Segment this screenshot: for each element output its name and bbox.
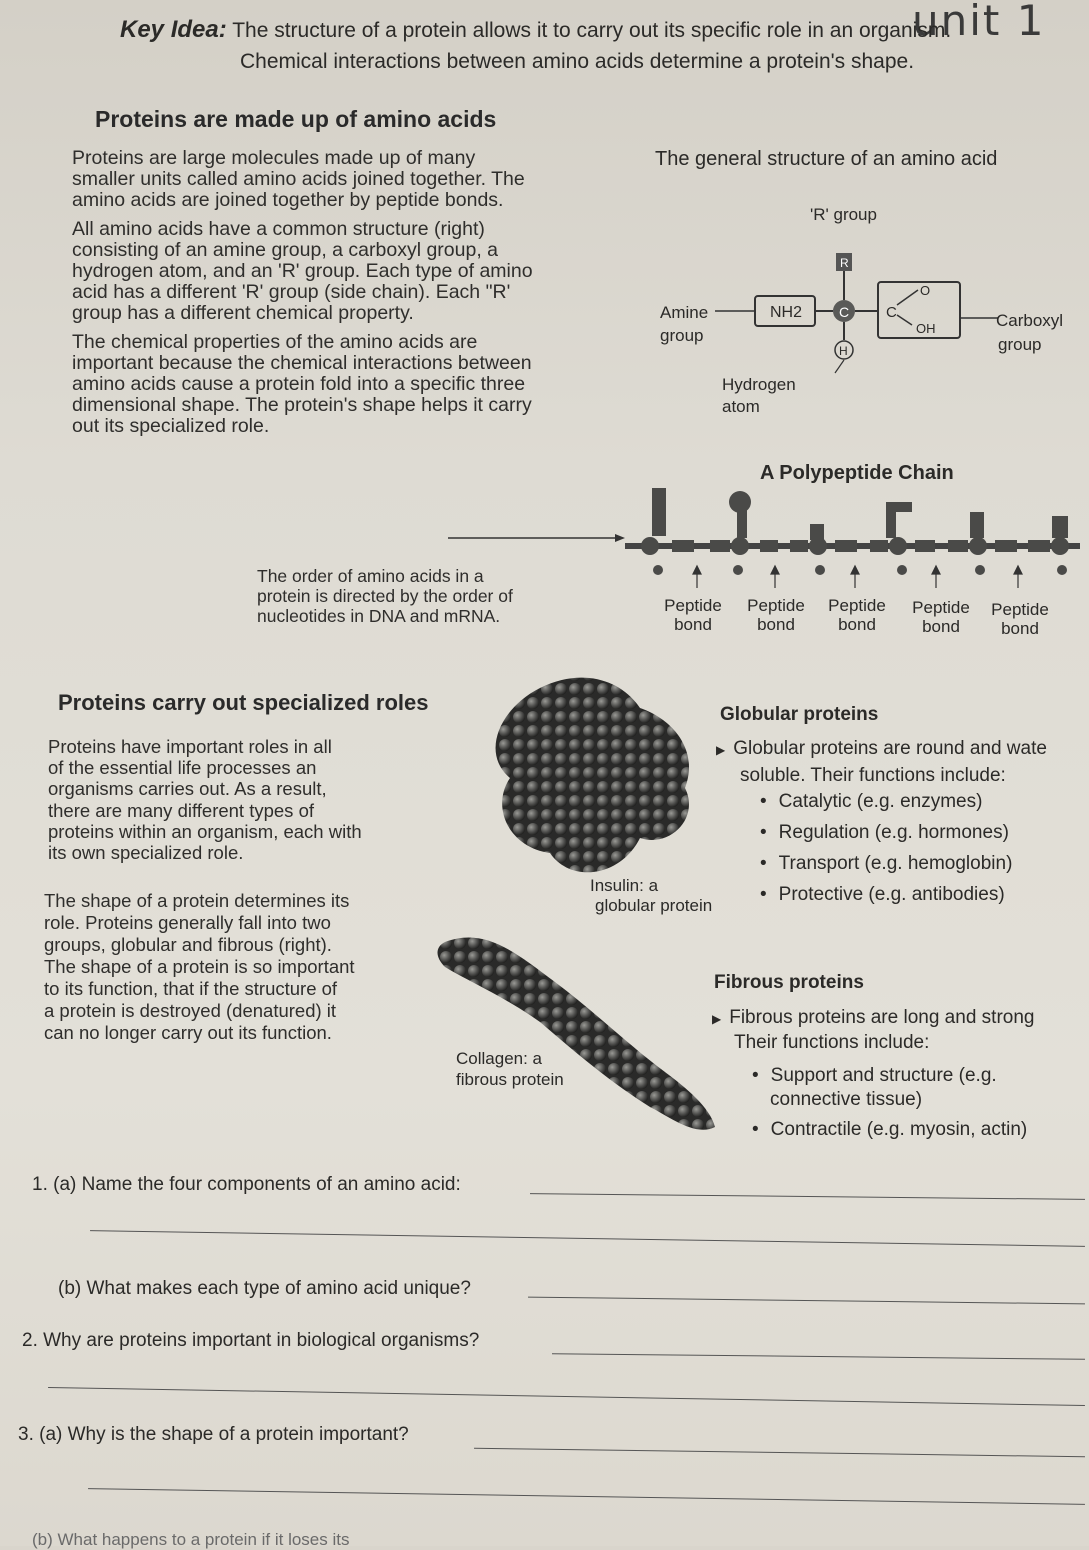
chain-node: [889, 537, 907, 555]
nh2-label: NH2: [770, 304, 803, 321]
insulin-caption: Insulin: a globular protein: [590, 876, 713, 915]
handwritten-unit-label: unit 1: [912, 0, 1046, 45]
chain-node: [969, 537, 987, 555]
key-idea-label: Key Idea:: [120, 16, 227, 43]
c-central-label: C: [839, 304, 850, 320]
chain-link: [870, 540, 888, 552]
insulin-globular-protein-image: [470, 668, 720, 898]
collagen-fibrous-protein-image: [425, 922, 725, 1142]
chain-node: [975, 565, 985, 575]
answer-line[interactable]: [88, 1488, 1085, 1505]
r-label: R: [840, 256, 849, 270]
section-heading-amino-acids: Proteins are made up of amino acids: [95, 106, 497, 132]
chain-link: [835, 540, 857, 552]
chain-node: [731, 537, 749, 555]
chain-link: [760, 540, 778, 552]
chain-link: [1028, 540, 1050, 552]
chain-link: [790, 540, 808, 552]
h-label: H: [839, 344, 848, 358]
fibrous-intro: ▶ Fibrous proteins are long and strong Their functions include:: [712, 1007, 1035, 1053]
fibrous-item: connective tissue): [770, 1089, 923, 1110]
globular-function-list: [760, 786, 1012, 910]
answer-line[interactable]: [552, 1353, 1085, 1360]
side-chain: [729, 491, 751, 513]
amine-label-1: Amine: [660, 303, 709, 322]
polypeptide-order-text: The order of amino acids in a protein is directed by the order of nucleotides in DNA and mRNA.: [257, 566, 513, 626]
key-idea-line2: Chemical interactions between amino acids determine a protein's shape.: [240, 50, 915, 73]
c-carboxyl-label: C: [886, 304, 897, 321]
answer-line[interactable]: [530, 1193, 1085, 1200]
peptide-bond-label-5: Peptide bond: [991, 600, 1049, 638]
chain-link: [710, 540, 730, 552]
question-3b-partial: (b) What happens to a protein if it loses its: [32, 1530, 350, 1549]
hydrogen-label-1: Hydrogen: [722, 375, 796, 394]
key-idea-line1: The structure of a protein allows it to carry out its specific role in an organism.: [232, 19, 952, 42]
chain-node: [897, 565, 907, 575]
answer-line[interactable]: [528, 1297, 1085, 1305]
side-chain: [1052, 516, 1068, 538]
chain-node: [1057, 565, 1067, 575]
fibrous-heading: Fibrous proteins: [714, 972, 864, 993]
collagen-strand: [438, 938, 716, 1130]
globular-item: • Catalytic (e.g. enzymes): [760, 786, 1012, 817]
carboxyl-label-2: group: [998, 335, 1042, 354]
peptide-bond-label-4: Peptide bond: [912, 598, 970, 636]
carboxyl-label-1: Carboxyl: [996, 311, 1064, 330]
amine-label-2: group: [660, 326, 704, 345]
section2-text-2: The shape of a protein determines its role. Proteins generally fall into two groups, globular and fibrous (right). The shape of a protein is so important to its function, that if the structure of a protein is destroyed (denatured) it can no longer carry out its function.: [44, 890, 355, 1043]
chain-link: [995, 540, 1017, 552]
chain-node: [1051, 537, 1069, 555]
globular-item: • Transport (e.g. hemoglobin): [760, 848, 1012, 879]
hydrogen-label-2: atom: [722, 397, 760, 416]
amino-diagram-title: The general structure of an amino acid: [655, 148, 998, 170]
chain-node: [733, 565, 743, 575]
side-chain: [970, 512, 984, 538]
chain-node: [641, 537, 659, 555]
peptide-bond-label-3: Peptide bond: [828, 596, 886, 634]
fibrous-item: • Contractile (e.g. myosin, actin): [752, 1119, 1028, 1140]
chain-link: [915, 540, 935, 552]
chain-link: [672, 540, 694, 552]
section2-text-1: Proteins have important roles in all of the essential life processes an organisms carries out. As a result, there are many different types of proteins within an organism, each with its own specialized role.: [48, 736, 362, 864]
section-heading-specialized-roles: Proteins carry out specialized roles: [58, 690, 429, 715]
peptide-bond-label-2: Peptide bond: [747, 596, 805, 634]
collagen-caption: Collagen: a fibrous protein: [456, 1049, 564, 1089]
side-chain: [886, 502, 896, 538]
globular-intro: ▶ Globular proteins are round and wate soluble. Their functions include:: [716, 738, 1047, 786]
globular-item: • Protective (e.g. antibodies): [760, 879, 1012, 910]
answer-line[interactable]: [474, 1448, 1085, 1458]
r-group-label: 'R' group: [810, 205, 877, 224]
answer-line[interactable]: [48, 1387, 1085, 1406]
side-chain: [652, 488, 666, 536]
question-2: 2. Why are proteins important in biological organisms?: [22, 1330, 480, 1351]
peptide-bond-label-1: Peptide bond: [664, 596, 722, 634]
o-label: O: [920, 283, 931, 298]
answer-line[interactable]: [90, 1230, 1085, 1247]
question-1a: 1. (a) Name the four components of an amino acid:: [32, 1174, 461, 1195]
key-idea: [120, 18, 1020, 42]
section1-text: Proteins are large molecules made up of many smaller units called amino acids joined together. The amino acids are joined together by peptide bonds. All amino acids have a common structure (right) consisting of an amine group, a carboxyl group, a hydrogen atom, and an 'R' group. Each type of amino acid has a different 'R' group (side chain). Each "R' group has a different chemical property. The chemical properties of the amino acids are important because the chemical interactions between amino acids cause a protein fold into a specific three dimensional shape. The protein's shape helps it carry out its specialized role.: [72, 147, 533, 437]
insulin-blob: [496, 678, 689, 873]
fibrous-item: • Support and structure (e.g.: [752, 1065, 997, 1086]
question-1b: (b) What makes each type of amino acid unique?: [58, 1278, 471, 1299]
chain-node: [815, 565, 825, 575]
globular-item: • Regulation (e.g. hormones): [760, 817, 1012, 848]
fibrous-function-list: [752, 1064, 1027, 1142]
oh-label: OH: [916, 321, 936, 336]
side-chain: [810, 524, 824, 540]
globular-heading: Globular proteins: [720, 704, 879, 725]
chain-node: [653, 565, 663, 575]
question-3a: 3. (a) Why is the shape of a protein important?: [18, 1424, 409, 1445]
amino-acid-structure-diagram: [650, 190, 1070, 430]
polypeptide-title: A Polypeptide Chain: [760, 462, 954, 484]
chain-link: [948, 540, 968, 552]
